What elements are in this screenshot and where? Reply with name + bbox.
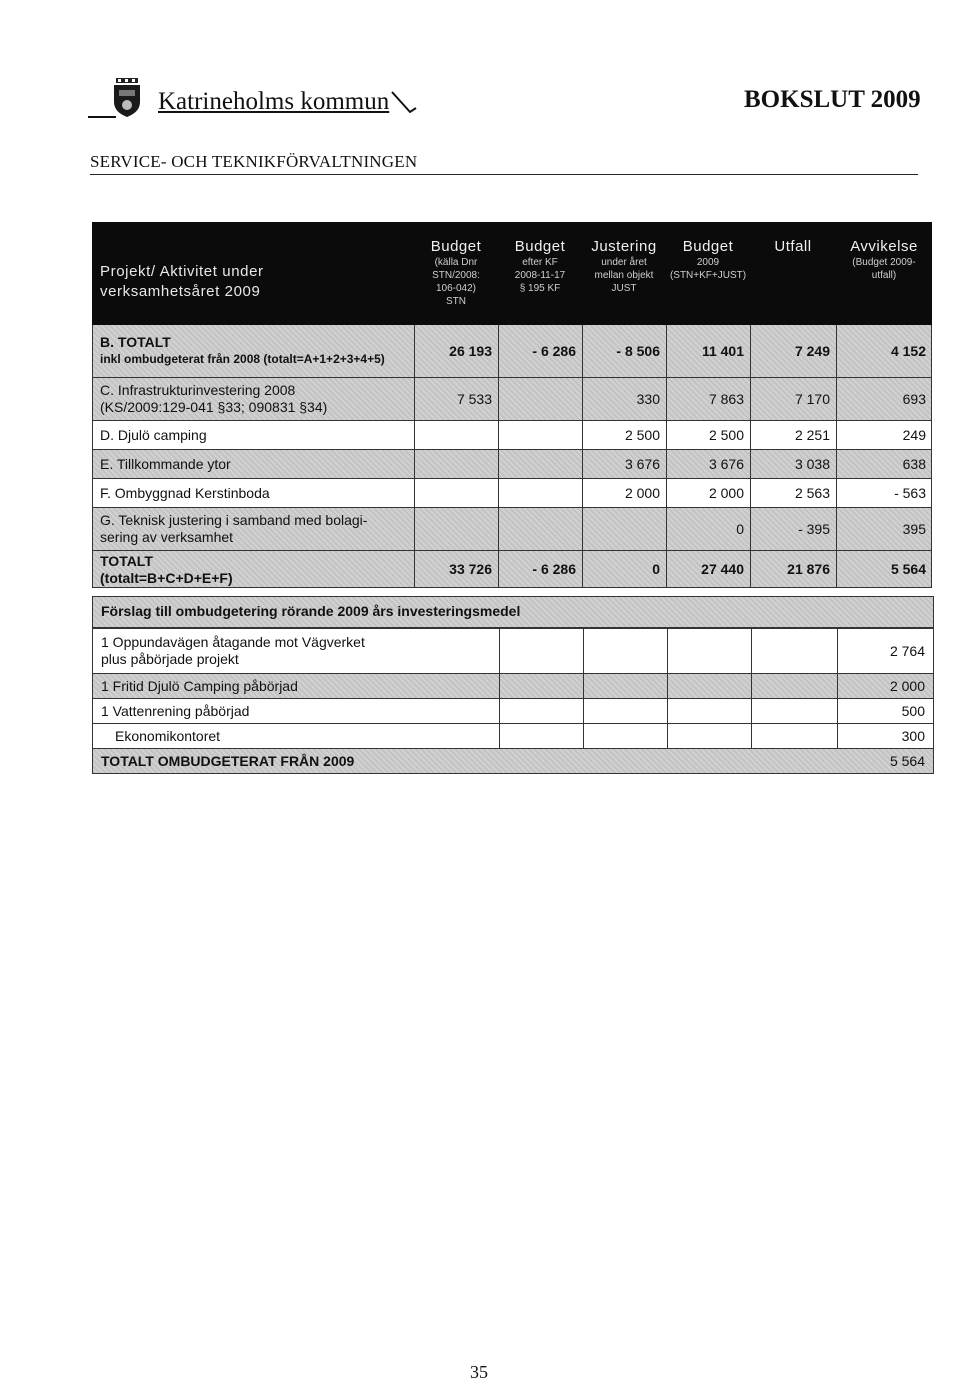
column-divider [498, 325, 499, 377]
column-divider [414, 421, 415, 449]
proposal-total-value: 5 564 [889, 753, 925, 769]
proposal-label-line: 1 Oppundavägen åtagande mot Vägverket [101, 634, 365, 650]
investment-table [92, 222, 932, 588]
cell-value: 7 170 [794, 390, 830, 407]
column-subtitle: (STN+KF+JUST) [669, 270, 747, 281]
column-divider [499, 674, 500, 698]
column-divider [751, 629, 752, 673]
column-divider [499, 699, 500, 723]
column-subtitle: STN/2008: [432, 270, 480, 281]
proposal-label-line: plus påbörjade projekt [101, 651, 239, 667]
column-header-2 [582, 238, 666, 295]
column-divider [666, 551, 667, 587]
column-subtitle: (Budget 2009- [852, 257, 916, 268]
org-name: Katrineholms kommun [158, 88, 390, 115]
column-divider [583, 724, 584, 748]
row-label-line: F. Ombyggnad Kerstinboda [100, 484, 270, 501]
proposal-total-label: TOTALT OMBUDGETERAT FRÅN 2009 [101, 753, 355, 769]
cell-value: 21 876 [787, 560, 830, 577]
cell-value: - 8 506 [616, 342, 660, 359]
column-divider [750, 508, 751, 550]
column-divider [498, 551, 499, 587]
table-row [92, 325, 932, 378]
slash-mark-icon [390, 90, 418, 116]
proposal-label-line: 1 Vattenrening påbörjad [101, 702, 250, 719]
row-label-line: B. TOTALT [100, 334, 171, 350]
column-divider [836, 421, 837, 449]
row-label-line: inkl ombudgeterat från 2008 (totalt=A+1+2+3+4+5) [100, 352, 385, 366]
column-divider [750, 450, 751, 478]
column-divider [837, 699, 838, 723]
crest-icon [110, 78, 144, 118]
row-label-line: G. Teknisk justering i samband med bolagi- [100, 512, 368, 528]
column-subtitle: 2009 [696, 257, 720, 268]
column-divider [837, 629, 838, 673]
cell-value: 395 [902, 520, 926, 537]
proposal-label-line: 1 Fritid Djulö Camping påbörjad [101, 677, 298, 694]
column-divider [582, 551, 583, 587]
column-divider [583, 674, 584, 698]
cell-value: - 395 [798, 520, 830, 537]
column-divider [414, 450, 415, 478]
column-divider [836, 551, 837, 587]
column-divider [837, 674, 838, 698]
column-header-5 [836, 238, 932, 282]
row-label [100, 485, 270, 502]
cell-value: 0 [652, 560, 660, 577]
column-divider [750, 421, 751, 449]
proposal-table [92, 596, 934, 774]
column-subtitle: 106-042) [435, 283, 477, 294]
cell-value: 249 [902, 426, 926, 443]
cell-value: 330 [636, 390, 660, 407]
column-divider [498, 508, 499, 550]
column-divider [750, 551, 751, 587]
proposal-row [92, 724, 934, 749]
cell-value: 0 [736, 520, 744, 537]
column-divider [667, 699, 668, 723]
proposal-row [92, 628, 934, 674]
column-divider [414, 325, 415, 377]
row-label-line: C. Infrastrukturinvestering 2008 [100, 382, 296, 398]
column-divider [751, 674, 752, 698]
column-subtitle: under året [601, 257, 647, 268]
row-label-line: (totalt=B+C+D+E+F) [100, 570, 233, 586]
column-divider [583, 629, 584, 673]
table-row [92, 378, 932, 421]
cell-value: - 563 [894, 484, 926, 501]
column-divider [667, 724, 668, 748]
column-divider [837, 724, 838, 748]
table-row [92, 551, 932, 588]
column-title: Budget [430, 238, 482, 255]
proposal-title-row [92, 596, 934, 628]
header-divider [90, 174, 918, 175]
proposal-label [101, 703, 249, 720]
column-divider [583, 699, 584, 723]
column-title: Budget [682, 238, 734, 255]
column-divider [498, 421, 499, 449]
column-divider [666, 325, 667, 377]
row-label [100, 427, 207, 444]
column-subtitle: (källa Dnr [434, 257, 478, 268]
cell-value: 5 564 [890, 560, 926, 577]
cell-value: 2 000 [708, 484, 744, 501]
column-divider [582, 450, 583, 478]
cell-value: - 6 286 [532, 342, 576, 359]
column-divider [666, 508, 667, 550]
column-divider [750, 378, 751, 420]
cell-value: 7 863 [708, 390, 744, 407]
proposal-label [101, 678, 298, 695]
row-label [100, 553, 233, 587]
column-divider [666, 479, 667, 507]
cell-value: 3 676 [708, 455, 744, 472]
column-divider [836, 378, 837, 420]
cell-value: 2 563 [794, 484, 830, 501]
column-divider [667, 674, 668, 698]
column-divider [498, 479, 499, 507]
cell-value: 7 249 [794, 342, 830, 359]
column-divider [750, 479, 751, 507]
column-divider [414, 378, 415, 420]
cell-value: 4 152 [890, 342, 926, 359]
column-divider [751, 724, 752, 748]
proposal-label [115, 728, 220, 745]
column-header-3 [666, 238, 750, 282]
table-row [92, 450, 932, 479]
column-divider [582, 378, 583, 420]
proposal-label-line: Ekonomikontoret [115, 727, 221, 744]
column-divider [499, 629, 500, 673]
proposal-value: 300 [901, 727, 925, 744]
column-divider [498, 450, 499, 478]
column-divider [498, 378, 499, 420]
table-row [92, 421, 932, 450]
row-label-line: D. Djulö camping [100, 426, 207, 443]
proposal-label [101, 634, 365, 668]
cell-value: 3 038 [794, 455, 830, 472]
column-divider [666, 450, 667, 478]
column-subtitle: 2008-11-17 [514, 270, 566, 281]
logo-block [88, 74, 418, 122]
column-divider [751, 699, 752, 723]
column-subtitle: § 195 KF [519, 283, 561, 294]
column-divider [414, 551, 415, 587]
page-number: 35 [470, 1362, 488, 1382]
column-subtitle: utfall) [871, 270, 897, 281]
proposal-value: 2 764 [889, 642, 925, 659]
cell-value: 2 000 [624, 484, 660, 501]
column-header-4 [750, 238, 836, 256]
row-label-line: (KS/2009:129-041 §33; 090831 §34) [100, 399, 328, 415]
column-divider [582, 421, 583, 449]
table-row [92, 479, 932, 508]
proposal-row [92, 674, 934, 699]
cell-value: 11 401 [701, 342, 744, 359]
cell-value: 2 251 [794, 426, 830, 443]
cell-value: 33 726 [449, 560, 492, 577]
cell-value: 2 500 [624, 426, 660, 443]
project-column-header: Projekt/ Aktivitet under verksamhetsåret 2009 [100, 263, 264, 300]
cell-value: 693 [902, 390, 926, 407]
column-divider [582, 325, 583, 377]
column-divider [414, 508, 415, 550]
cell-value: 2 500 [708, 426, 744, 443]
department-name: SERVICE- OCH TEKNIKFÖRVALTNINGEN [90, 152, 418, 171]
row-label [100, 512, 367, 546]
report-title: BOKSLUT 2009 [744, 86, 921, 113]
proposal-row [92, 699, 934, 724]
column-title: Avvikelse [850, 238, 918, 255]
proposal-title: Förslag till ombudgetering rörande 2009 års investeringsmedel [101, 603, 521, 619]
row-label [100, 456, 231, 473]
column-divider [499, 724, 500, 748]
proposal-value: 500 [901, 702, 925, 719]
column-subtitle: STN [446, 296, 466, 307]
column-divider [836, 479, 837, 507]
column-divider [582, 508, 583, 550]
column-divider [666, 421, 667, 449]
proposal-total-row [92, 749, 934, 774]
column-title: Budget [514, 238, 566, 255]
column-subtitle: efter KF [522, 257, 558, 268]
column-subtitle: mellan objekt [594, 270, 654, 281]
column-divider [836, 325, 837, 377]
row-label-line: sering av verksamhet [100, 529, 234, 545]
column-divider [750, 325, 751, 377]
cell-value: 7 533 [456, 390, 492, 407]
row-label [100, 334, 385, 368]
row-label-line: TOTALT [100, 553, 153, 569]
cell-value: 3 676 [624, 455, 660, 472]
column-divider [582, 479, 583, 507]
column-divider [836, 508, 837, 550]
table-header [92, 222, 932, 325]
column-subtitle: JUST [611, 283, 637, 294]
table-row [92, 508, 932, 551]
column-divider [836, 450, 837, 478]
column-header-1 [498, 238, 582, 295]
proposal-value: 2 000 [889, 677, 925, 694]
cell-value: 26 193 [449, 342, 492, 359]
cell-value: 27 440 [701, 560, 744, 577]
row-label-line: E. Tillkommande ytor [100, 455, 231, 472]
column-title: Justering [591, 238, 657, 255]
column-divider [666, 378, 667, 420]
row-label [100, 382, 327, 416]
cell-value: - 6 286 [532, 560, 576, 577]
column-header-0 [414, 238, 498, 308]
column-divider [414, 479, 415, 507]
cell-value: 638 [902, 455, 926, 472]
column-divider [667, 629, 668, 673]
column-title: Utfall [774, 238, 812, 255]
